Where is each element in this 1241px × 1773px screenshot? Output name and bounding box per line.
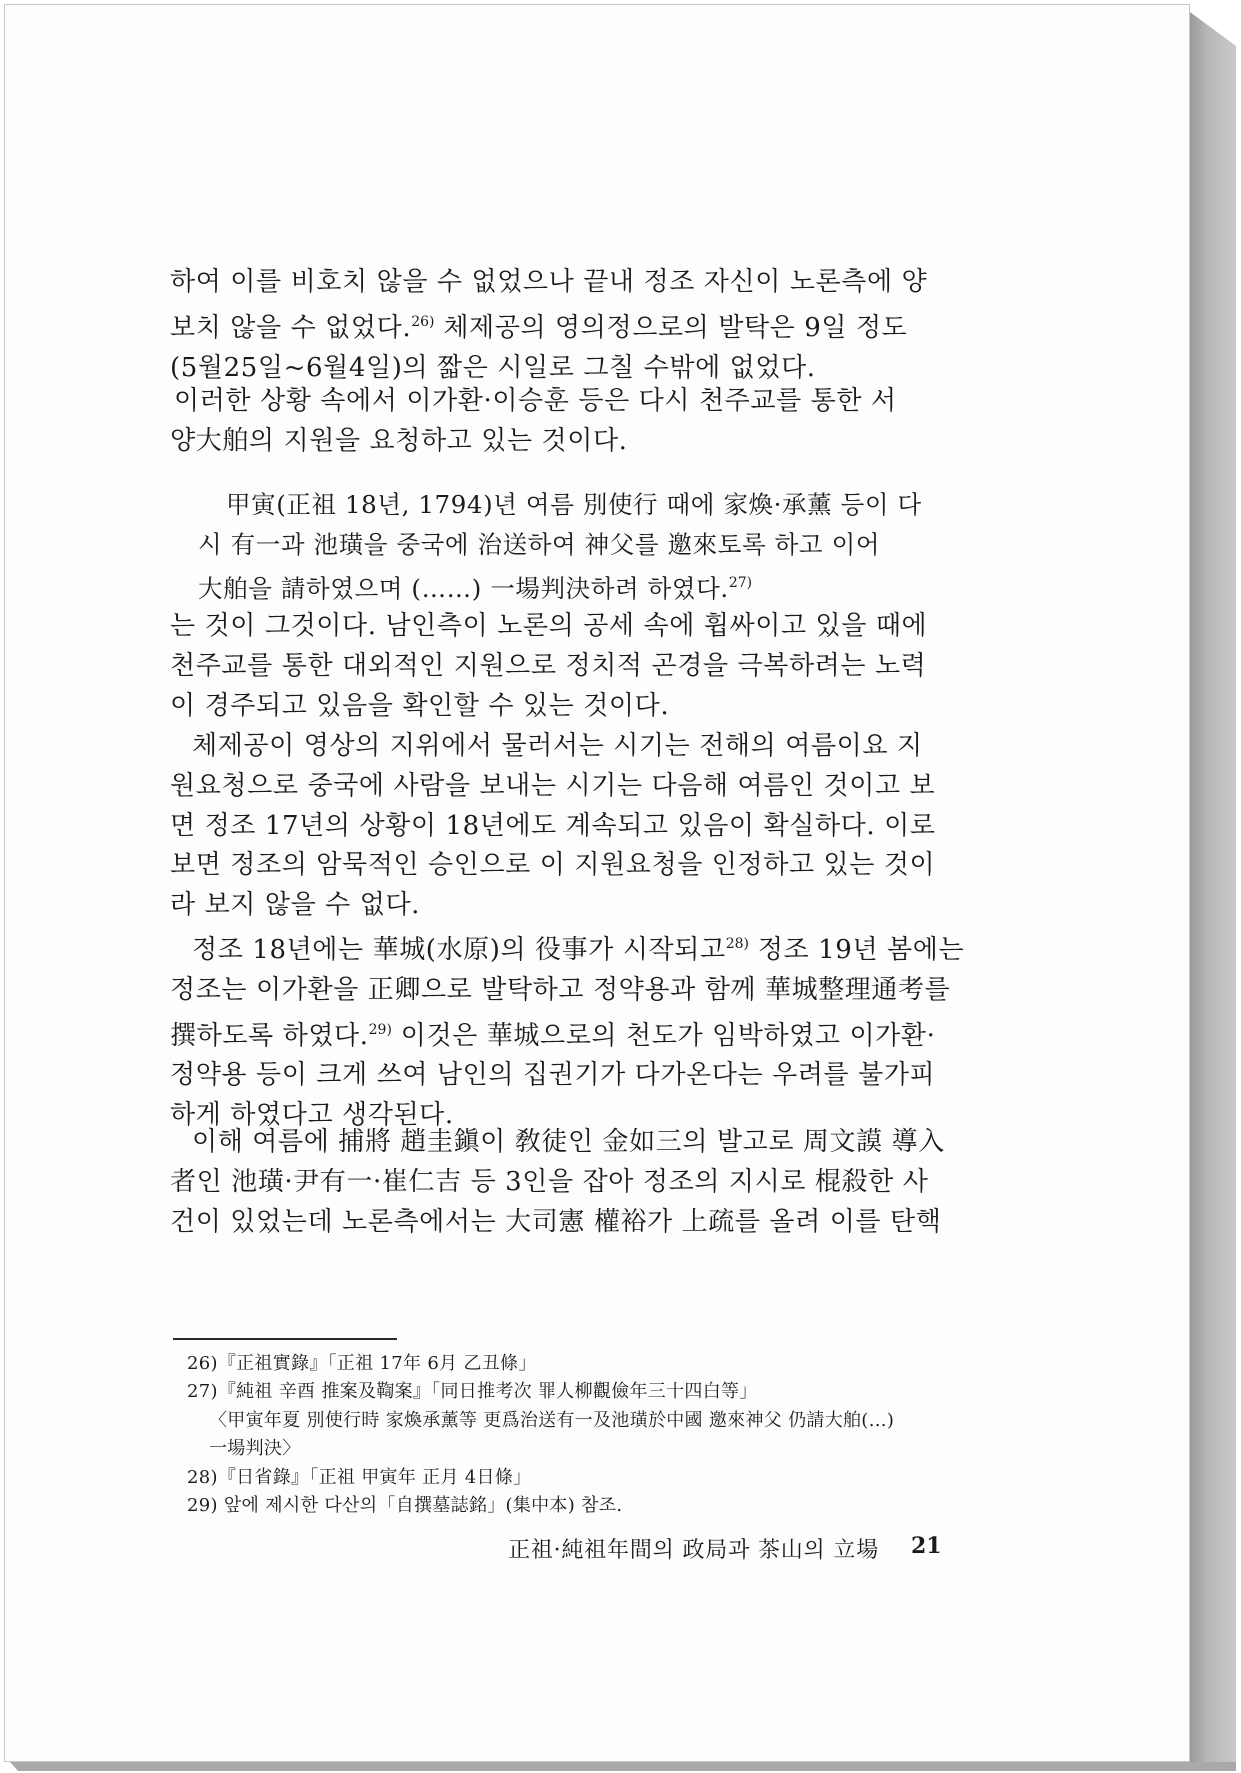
text-line	[170, 925, 965, 971]
body-paragraph-1	[170, 263, 956, 388]
text-fragment: 정조 18년에는 華城(水原)의 役事가 시작되고	[192, 935, 726, 965]
page-bottom-shadow	[10, 1762, 1236, 1771]
text-line: 하게 하였다고 생각된다.	[170, 1100, 454, 1131]
text-line: 체제공이 영상의 지위에서 물러서는 시기는 전해의 여름이요 지	[192, 731, 923, 761]
text-line: 보면 정조의 암묵적인 승인으로 이 지원요청을 인정하고 있는 것이	[170, 850, 936, 881]
text-line: 라 보지 않을 수 없다.	[170, 890, 421, 921]
text-line: 者인 池璜·尹有一·崔仁吉 등 3인을 잡아 정조의 지시로 棍殺한 사	[170, 1166, 929, 1197]
running-footer-title: 正祖·純祖年間의 政局과 茶山의 立場	[508, 1538, 879, 1563]
footnote-26: 26)『正祖實錄』「正祖 17年 6月 乙丑條」	[187, 1353, 537, 1374]
body-paragraph-4	[170, 727, 956, 926]
footnote-29: 29) 앞에 제시한 다산의「自撰墓誌銘」(集中本) 참조.	[187, 1495, 623, 1517]
footnotes	[187, 1350, 967, 1520]
footnote-ref-28: 28)	[725, 936, 749, 952]
text-line: 는 것이 그것이다. 남인측이 노론의 공세 속에 휩싸이고 있을 때에	[170, 611, 928, 641]
text-line: 이해 여름에 捕將 趙圭鎭이 敎徒인 金如三의 발고로 周文謨 導入	[192, 1127, 945, 1157]
text-line	[170, 303, 956, 349]
footnote-27-continuation: 一場判決〉	[209, 1438, 301, 1460]
text-line: 하여 이를 비호치 않을 수 없었으나 끝내 정조 자신이 노론측에 양	[170, 267, 928, 297]
quote-line: 시 有一과 池璜을 중국에 治送하여 神父를 邀來토록 하고 이어	[198, 529, 881, 559]
body-paragraph-3	[170, 607, 956, 726]
text-line: 이 경주되고 있음을 확인할 수 있는 것이다.	[170, 690, 670, 721]
page-edge-shadow	[1190, 12, 1236, 1767]
text-fragment: 撰하도록 하였다.	[170, 1020, 369, 1051]
text-line: 면 정조 17년의 상황이 18년에도 계속되고 있음이 확실하다. 이로	[170, 810, 936, 841]
text-line	[170, 1011, 956, 1057]
page-number: 21	[911, 1533, 942, 1559]
text-line: 건이 있었는데 노론측에서는 大司憲 權裕가 上疏를 올려 이를 탄핵	[170, 1206, 942, 1237]
text-line: 이러한 상황 속에서 이가환·이승훈 등은 다시 천주교를 통한 서	[174, 386, 897, 416]
text-fragment: 정조 19년 봄에는	[749, 935, 965, 965]
text-line: 천주교를 통한 대외적인 지원으로 정치적 곤경을 극복하려는 노력	[170, 650, 927, 681]
quote-line: 甲寅(正祖 18년, 1794)년 여름 別使行 때에 家煥·承薰 등이 다	[226, 490, 922, 519]
text-line: 원요청으로 중국에 사람을 보내는 시기는 다음해 여름인 것이고 보	[170, 770, 936, 801]
body-paragraph-2	[170, 382, 956, 462]
footnote-27-continuation: 〈甲寅年夏 別使行時 家煥承薰等 更爲治送有一及池璜於中國 邀來神父 仍請大舶(…)	[209, 1409, 895, 1431]
block-quote	[198, 485, 956, 609]
body-paragraph-6	[170, 1123, 956, 1242]
text-fragment: 보치 않을 수 없었다.	[170, 312, 412, 343]
text-fragment: 大舶을 請하였으며 (……) 一場判決하려 하였다.	[198, 574, 729, 604]
text-line: 정조는 이가환을 正卿으로 발탁하고 정약용과 함께 華城整理通考를	[170, 974, 951, 1005]
footnote-ref-26: 26)	[411, 313, 435, 330]
body-paragraph-5	[170, 925, 965, 1136]
footnote-ref-27: 27)	[728, 575, 753, 592]
document-page	[4, 4, 1190, 1762]
text-fragment: 체제공의 영의정으로의 발탁은 9일 정도	[434, 312, 908, 343]
text-line: 정약용 등이 크게 쓰여 남인의 집권기가 다가온다는 우려를 불가피	[170, 1060, 936, 1091]
footnote-ref-29: 29)	[368, 1021, 392, 1038]
footnote-divider	[173, 1338, 397, 1340]
quote-line	[198, 564, 956, 609]
footnote-28: 28)『日省錄』「正祖 甲寅年 正月 4日條」	[187, 1466, 532, 1488]
footnote-27: 27)『純祖 辛酉 推案及鞫案』「同日推考次 罪人柳觀儉年三十四白等」	[187, 1381, 758, 1403]
text-fragment: 이것은 華城으로의 천도가 임박하였고 이가환·	[391, 1020, 936, 1051]
text-line: 양大舶의 지원을 요청하고 있는 것이다.	[170, 425, 628, 456]
text-line: (5월25일~6월4일)의 짧은 시일로 그칠 수밖에 없었다.	[170, 352, 816, 383]
